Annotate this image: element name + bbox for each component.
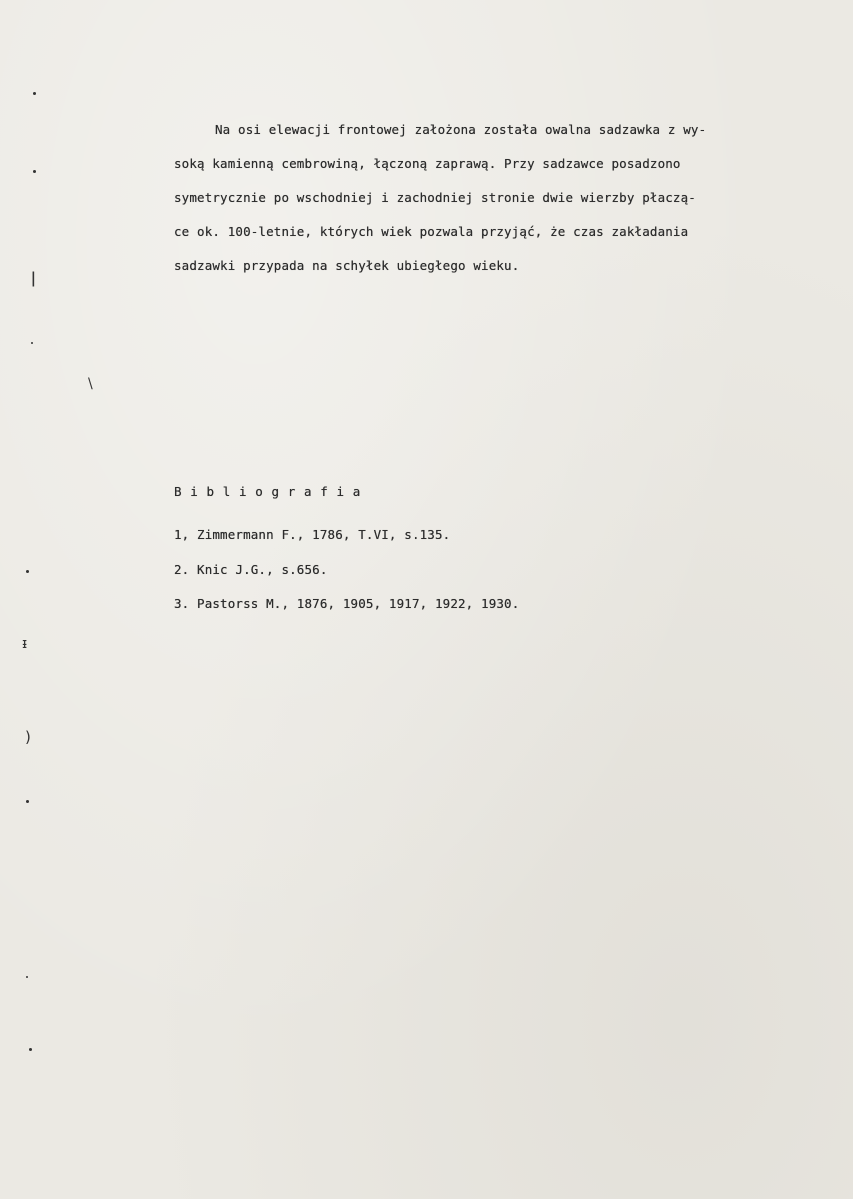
margin-mark [33,170,36,173]
margin-mark: \ [88,376,93,392]
paragraph-line: Na osi elewacji frontowej założona została owalna sadzawka z wy- [215,122,707,137]
margin-mark [26,570,29,573]
paragraph-line: ce ok. 100-letnie, których wiek pozwala przyjąć, że czas zakładania [174,224,689,239]
margin-mark [26,976,28,978]
margin-mark [33,92,36,95]
margin-mark: ) [25,728,31,746]
margin-mark [31,342,33,344]
paragraph-line: symetrycznie po wschodniej i zachodniej stronie dwie wierzby płaczą- [174,190,696,205]
bibliography-item: 3. Pastorss M., 1876, 1905, 1917, 1922, 1930. [174,596,520,611]
margin-mark: ᵻ [22,636,28,652]
margin-mark [26,800,29,803]
paragraph-line: soką kamienną cembrowiną, łączoną zaprawą. Przy sadzawce posadzono [174,156,681,171]
bibliography-heading: B i b l i o g r a f i a [174,484,361,499]
margin-mark: ǀ [31,268,36,287]
margin-mark [29,1048,32,1051]
bibliography-item: 2. Knic J.G., s.656. [174,562,328,577]
bibliography-item: 1, Zimmermann F., 1786, T.VI, s.135. [174,527,451,542]
paragraph-line: sadzawki przypada na schyłek ubiegłego wieku. [174,258,520,273]
